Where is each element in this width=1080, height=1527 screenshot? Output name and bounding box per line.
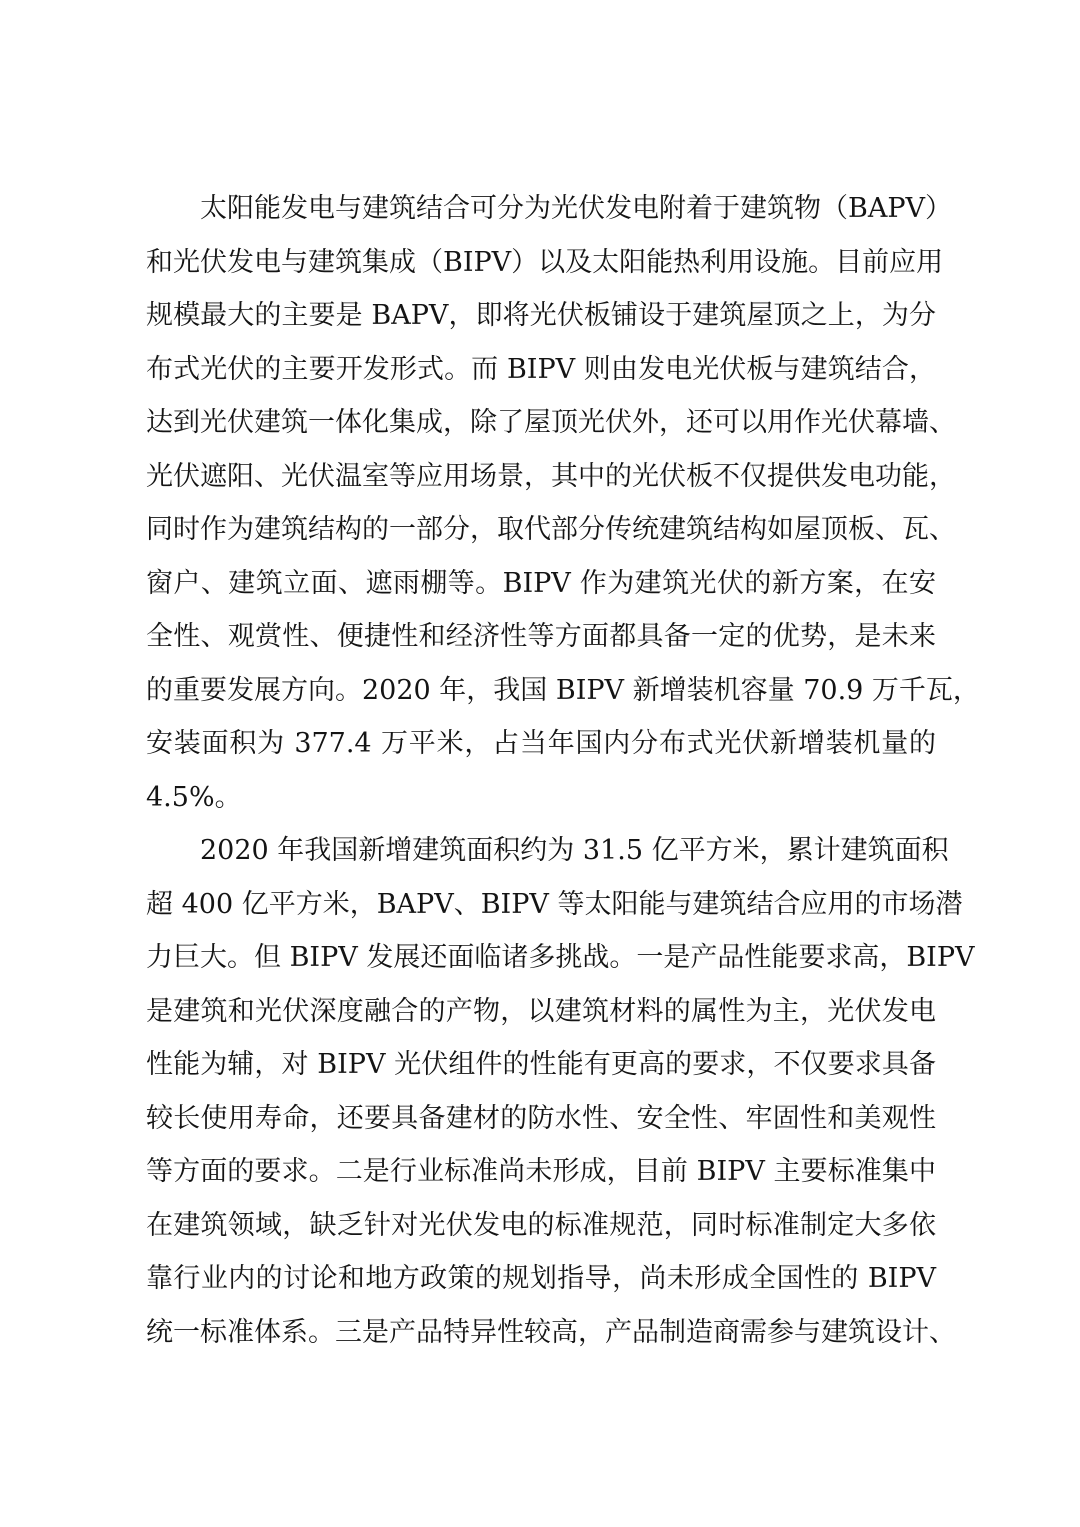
paragraph-line: 和光伏发电与建筑集成（BIPV）以及太阳能热利用设施。目前应用	[146, 246, 944, 278]
paragraph-line: 4.5%。	[146, 781, 242, 813]
body-text	[146, 182, 980, 1359]
paragraph-line: 安装面积为 377.4 万平米，占当年国内分布式光伏新增装机量的	[146, 728, 936, 759]
paragraph-line: 光伏遮阳、光伏温室等应用场景，其中的光伏板不仅提供发电功能，	[146, 460, 956, 492]
paragraph-line: 太阳能发电与建筑结合可分为光伏发电附着于建筑物（BAPV）	[200, 193, 953, 224]
paragraph-line: 同时作为建筑结构的一部分，取代部分传统建筑结构如屋顶板、瓦、	[146, 514, 956, 545]
paragraph-line: 全性、观赏性、便捷性和经济性等方面都具备一定的优势，是未来	[146, 621, 936, 652]
paragraph-line: 是建筑和光伏深度融合的产物，以建筑材料的属性为主，光伏发电	[146, 995, 936, 1027]
paragraph-line: 2020 年我国新增建筑面积约为 31.5 亿平方米，累计建筑面积	[200, 835, 949, 866]
paragraph-line: 靠行业内的讨论和地方政策的规划指导，尚未形成全国性的 BIPV	[146, 1263, 936, 1294]
paragraph-line: 统一标准体系。三是产品特异性较高，产品制造商需参与建筑设计、	[146, 1316, 956, 1348]
paragraph-line: 力巨大。但 BIPV 发展还面临诸多挑战。一是产品性能要求高，BIPV	[146, 942, 975, 973]
paragraph-2	[146, 824, 975, 1359]
paragraph-line: 布式光伏的主要开发形式。而 BIPV 则由发电光伏板与建筑结合，	[146, 353, 936, 385]
paragraph-line: 的重要发展方向。2020 年，我国 BIPV 新增装机容量 70.9 万千瓦，	[146, 674, 980, 706]
paragraph-line: 窗户、建筑立面、遮雨棚等。BIPV 作为建筑光伏的新方案，在安	[146, 567, 936, 599]
paragraph-line: 较长使用寿命，还要具备建材的防水性、安全性、牢固性和美观性	[146, 1102, 936, 1134]
paragraph-line: 规模最大的主要是 BAPV，即将光伏板铺设于建筑屋顶之上，为分	[146, 300, 936, 331]
paragraph-line: 达到光伏建筑一体化集成，除了屋顶光伏外，还可以用作光伏幕墙、	[146, 407, 956, 438]
paragraph-line: 超 400 亿平方米，BAPV、BIPV 等太阳能与建筑结合应用的市场潜	[146, 888, 963, 920]
paragraph-line: 性能为辅，对 BIPV 光伏组件的性能有更高的要求，不仅要求具备	[146, 1049, 936, 1080]
paragraph-line: 等方面的要求。二是行业标准尚未形成，目前 BIPV 主要标准集中	[146, 1156, 936, 1187]
paragraph-line: 在建筑领域，缺乏针对光伏发电的标准规范，同时标准制定大多依	[146, 1209, 936, 1241]
paragraph-1	[146, 182, 980, 824]
